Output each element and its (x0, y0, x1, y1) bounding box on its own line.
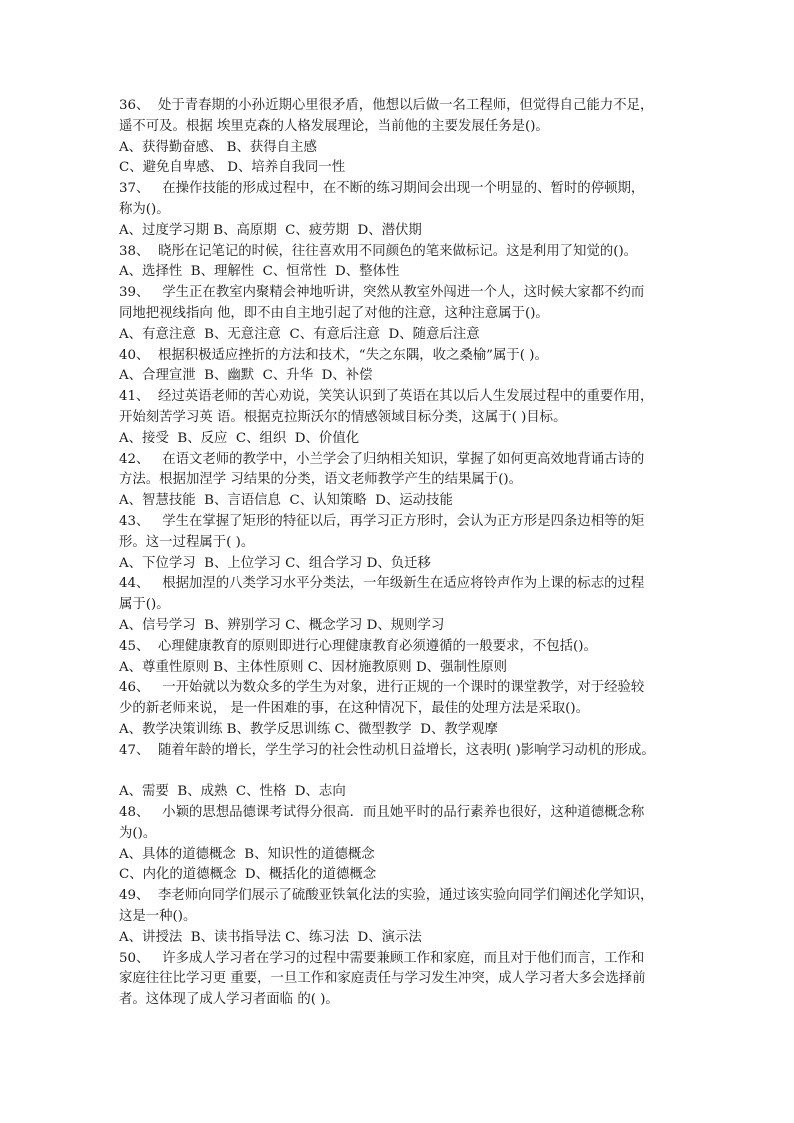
text-line: A、过度学习期 B、高原期 C、疲劳期 D、潜伏期 (119, 222, 422, 238)
text-line: 47、 随着年龄的增长，学生学习的社会性动机日益增长，这表明( )影响学习动机的形成。 (119, 742, 655, 758)
text-line: 46、 一开始就以为数众多的学生为对象，进行正规的一个课时的课堂教学，对于经验较 (119, 680, 645, 696)
text-line: A、接受 B、反应 C、组织 D、价值化 (119, 430, 360, 446)
text-line: A、具体的道德概念 B、知识性的道德概念 (119, 846, 375, 862)
text-line: A、获得勤奋感、 B、获得自主感 (119, 139, 317, 155)
text-line: A、尊重性原则 B、主体性原则 C、因材施教原则 D、强制性原则 (119, 659, 508, 675)
text-line: 家庭往往比学习更 重要，一旦工作和家庭责任与学习发生冲突，成人学习者大多会选择前 (119, 971, 646, 987)
text-line: 者。这体现了成人学习者面临 的( )。 (119, 992, 339, 1008)
text-line: 50、 许多成人学习者在学习的过程中需要兼顾工作和家庭，而且对于他们而言，工作和 (119, 950, 645, 966)
text-line: 属于()。 (119, 597, 170, 613)
text-line: A、下位学习 B、上位学习 C、组合学习 D、负迁移 (119, 555, 431, 571)
text-line: A、信号学习 B、辨别学习 C、概念学习 D、规则学习 (119, 617, 445, 633)
text-line: 38、 晓彤在记笔记的时候，往往喜欢用不同颜色的笔来做标记。这是利用了知觉的()。 (119, 243, 638, 259)
text-line: 43、 学生在掌握了矩形的特征以后，再学习正方形时，会认为正方形是四条边相等的矩 (119, 513, 645, 529)
text-line: 48、 小颖的思想品德课考试得分很高．而且她平时的品行素养也很好，这种道德概念称 (119, 805, 645, 821)
text-line: A、教学决策训练 B、教学反思训练 C、微型教学 D、教学观摩 (119, 721, 498, 737)
text-line: 形。这一过程属于( )。 (119, 534, 255, 550)
text-line: 为()。 (119, 825, 157, 841)
document-body (119, 96, 685, 1011)
text-line: 少的新老师来说， 是一件困难的事，在这种情况下，最佳的处理方法是采取()。 (119, 701, 589, 717)
blank-line (119, 762, 685, 783)
text-line: 42、 在语文老师的教学中，小兰学会了归纳相关知识，掌握了如何更高效地背诵古诗的 (119, 451, 645, 467)
text-line: 45、 心理健康教育的原则即进行心理健康教育必须遵循的一般要求，不包括()。 (119, 638, 597, 654)
text-line: 49、 李老师向同学们展示了硫酸亚铁氧化法的实验，通过该实验向同学们阐述化学知识， (119, 888, 654, 904)
text-line: 同地把视线指向 他，即不由自主地引起了对他的注意，这种注意属于()。 (119, 305, 549, 321)
text-line: A、讲授法 B、读书指导法 C、练习法 D、演示法 (119, 929, 422, 945)
text-line: A、需要 B、成熟 C、性格 D、志向 (119, 784, 346, 800)
text-line: C、避免自卑感、 D、培养自我同一性 (119, 160, 346, 176)
text-line: C、内化的道德概念 D、概括化的道德概念 (119, 867, 377, 883)
text-line: A、合理宣泄 B、幽默 C、升华 D、补偿 (119, 368, 373, 384)
text-line: 开始刻苦学习英 语。根据克拉斯沃尔的情感领域目标分类，这属于( )目标。 (119, 409, 567, 425)
text-line: 44、 根据加涅的八类学习水平分类法，一年级新生在适应将铃声作为上课的标志的过程 (119, 576, 645, 592)
text-line: 36、 处于青春期的小孙近期心里很矛盾，他想以后做一名工程师，但觉得自己能力不足， (119, 98, 654, 113)
text-line: 遥不可及。根据 埃里克森的人格发展理论，当前他的主要发展任务是()。 (119, 118, 549, 134)
text-line: A、有意注意 B、无意注意 C、有意后注意 D、随意后注意 (119, 326, 480, 342)
text-line: 称为()。 (119, 201, 170, 217)
text-line: 39、 学生正在教室内聚精会神地听讲，突然从教室外闯进一个人，这时候大家都不约而 (119, 285, 645, 301)
text-line: 41、 经过英语老师的苦心劝说，笑笑认识到了英语在其以后人生发展过程中的重要作用， (119, 389, 654, 405)
text-line: 37、 在操作技能的形成过程中，在不断的练习期间会出现一个明显的、暂时的停顿期， (119, 181, 645, 197)
text-line: 这是一种()。 (119, 909, 197, 925)
text-line: A、选择性 B、理解性 C、恒常性 D、整体性 (119, 264, 400, 280)
text-line: A、智慧技能 B、言语信息 C、认知策略 D、运动技能 (119, 493, 453, 509)
text-line: 方法。根据加涅学 习结果的分类，语文老师教学产生的结果属于()。 (119, 472, 523, 488)
text-line: 40、 根据积极适应挫折的方法和技术，“失之东隅，收之桑榆”属于( )。 (119, 347, 548, 363)
